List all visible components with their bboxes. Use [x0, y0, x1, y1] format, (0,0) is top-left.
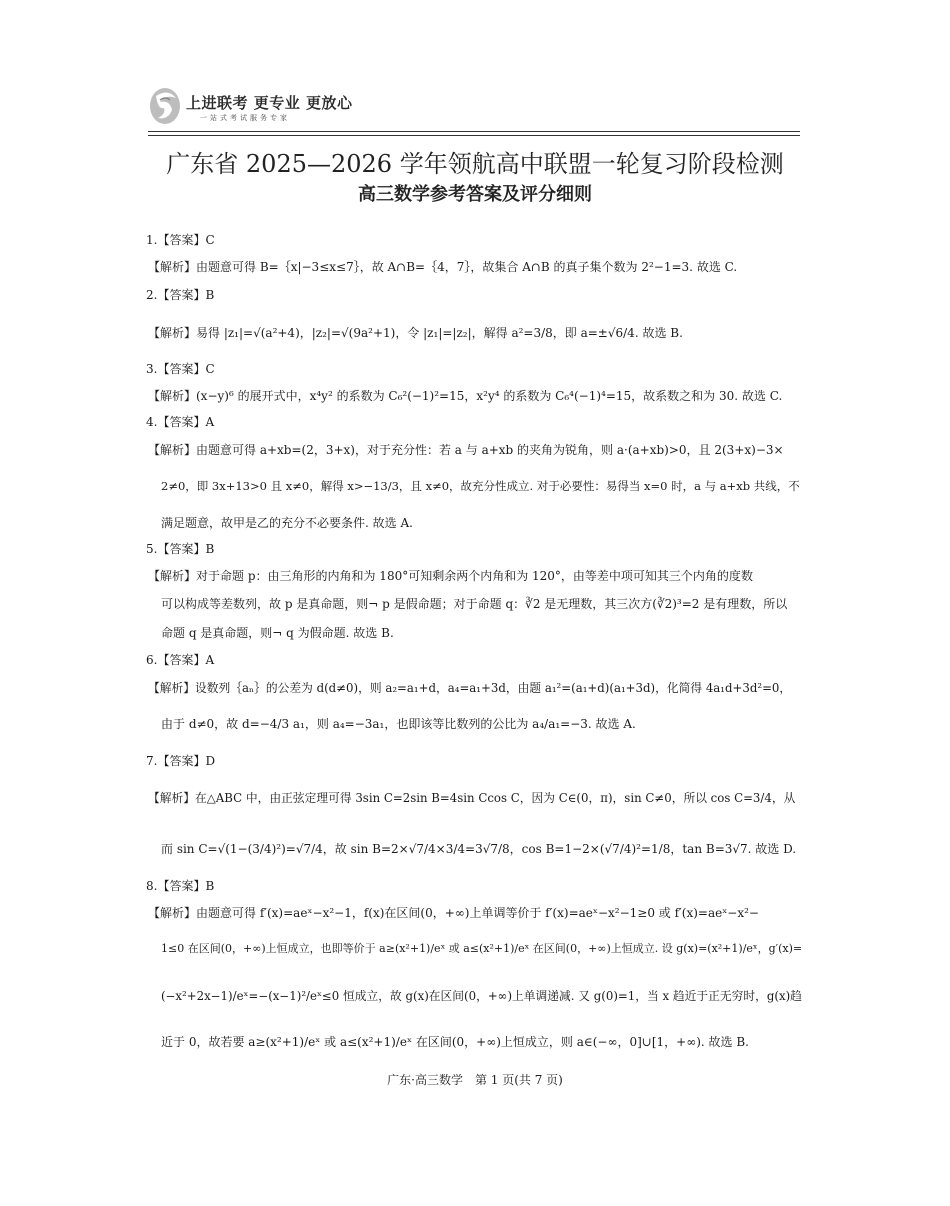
explanation-line-8-2: 1≤0 在区间(0，+∞)上恒成立，也即等价于 a≥(x²+1)/eˣ 或 a≤(x²+1)/eˣ 在区间(0，+∞)上恒成立. 设 g(x)=(x²+1)/eˣ，g′(x)=: [161, 942, 803, 955]
explanation-line-5-2: 可以构成等差数列，故 p 是真命题，则¬ p 是假命题；对于命题 q：∛2 是无理数，其三次方(∛2)³=2 是有理数，所以: [161, 597, 788, 611]
answer-line-6: 6.【答案】A: [146, 653, 215, 667]
logo-slogan: 上进联考 更专业 更放心: [186, 94, 353, 112]
explanation-line-1-1: 【解析】由题意可得 B=｛x|−3≤x≤7｝，故 A∩B=｛4，7｝，故集合 A∩B 的真子集个数为 2²−1=3. 故选 C.: [148, 260, 738, 274]
explanation-line-3-1: 【解析】(x−y)⁶ 的展开式中，x⁴y² 的系数为 C₆²(−1)²=15，x²y⁴ 的系数为 C₆⁴(−1)⁴=15，故系数之和为 30. 故选 C.: [148, 389, 783, 403]
header-rule-thin: [148, 135, 800, 136]
explanation-line-4-2: 2≠0，即 3x+13>0 且 x≠0，解得 x>−13/3，且 x≠0，故充分性成立. 对于必要性：易得当 x=0 时，a 与 a+xb 共线，不: [161, 479, 800, 493]
explanation-line-7-2: 而 sin C=√(1−(3/4)²)=√7/4，故 sin B=2×√7/4×3/4=3√7/8，cos B=1−2×(√7/4)²=1/8，tan B=3√7. 故选 D.: [161, 842, 797, 856]
answer-line-4: 4.【答案】A: [146, 415, 215, 429]
answer-line-8: 8.【答案】B: [146, 879, 215, 893]
explanation-line-5-1: 【解析】对于命题 p：由三角形的内角和为 180°可知剩余两个内角和为 120°，由等差中项可知其三个内角的度数: [148, 569, 753, 583]
explanation-line-8-3: (−x²+2x−1)/eˣ=−(x−1)²/eˣ≤0 恒成立，故 g(x)在区间(0，+∞)上单调递减. 又 g(0)=1，当 x 趋近于正无穷时，g(x)趋: [161, 989, 802, 1003]
document-subtitle: 高三数学参考答案及评分细则: [358, 184, 592, 205]
logo-swirl-icon: [148, 86, 182, 126]
explanation-line-8-4: 近于 0，故若要 a≥(x²+1)/eˣ 或 a≤(x²+1)/eˣ 在区间(0，+∞)上恒成立，则 a∈(−∞，0]∪[1，+∞). 故选 B.: [161, 1035, 749, 1049]
explanation-line-2-1: 【解析】易得 |z₁|=√(a²+4)，|z₂|=√(9a²+1)，令 |z₁|=|z₂|，解得 a²=3/8，即 a=±√6/4. 故选 B.: [148, 326, 683, 340]
answer-line-3: 3.【答案】C: [146, 362, 215, 376]
explanation-line-4-3: 满足题意，故甲是乙的充分不必要条件. 故选 A.: [161, 516, 413, 530]
answer-line-1: 1.【答案】C: [146, 233, 215, 247]
answer-line-7: 7.【答案】D: [146, 754, 216, 768]
answer-line-5: 5.【答案】B: [146, 542, 215, 556]
explanation-line-4-1: 【解析】由题意可得 a+xb=(2，3+x)，对于充分性：若 a 与 a+xb 的夹角为锐角，则 a·(a+xb)>0，且 2(3+x)−3×: [148, 443, 784, 457]
page-footer: 广东·高三数学 第 1 页(共 7 页): [387, 1073, 563, 1087]
header-rule-thick: [148, 131, 800, 132]
explanation-line-7-1: 【解析】在△ABC 中，由正弦定理可得 3sin C=2sin B=4sin Ccos C，因为 C∈(0，π)，sin C≠0，所以 cos C=3/4，从: [148, 791, 796, 805]
explanation-line-6-2: 由于 d≠0，故 d=−4/3 a₁，则 a₄=−3a₁，也即该等比数列的公比为 a₄/a₁=−3. 故选 A.: [161, 717, 636, 731]
answer-line-2: 2.【答案】B: [146, 288, 215, 302]
publisher-logo: [148, 86, 448, 130]
logo-tagline: 一站式考试服务专家: [200, 114, 290, 122]
explanation-line-8-1: 【解析】由题意可得 f′(x)=aeˣ−x²−1，f(x)在区间(0，+∞)上单调等价于 f′(x)=aeˣ−x²−1≥0 或 f′(x)=aeˣ−x²−: [148, 906, 759, 920]
explanation-line-6-1: 【解析】设数列｛aₙ｝的公差为 d(d≠0)，则 a₂=a₁+d，a₄=a₁+3d，由题 a₁²=(a₁+d)(a₁+3d)，化简得 4a₁d+3d²=0，: [148, 681, 792, 695]
document-title: 广东省 2025—2026 学年领航高中联盟一轮复习阶段检测: [166, 150, 784, 178]
explanation-line-5-3: 命题 q 是真命题，则¬ q 为假命题. 故选 B.: [161, 626, 394, 640]
